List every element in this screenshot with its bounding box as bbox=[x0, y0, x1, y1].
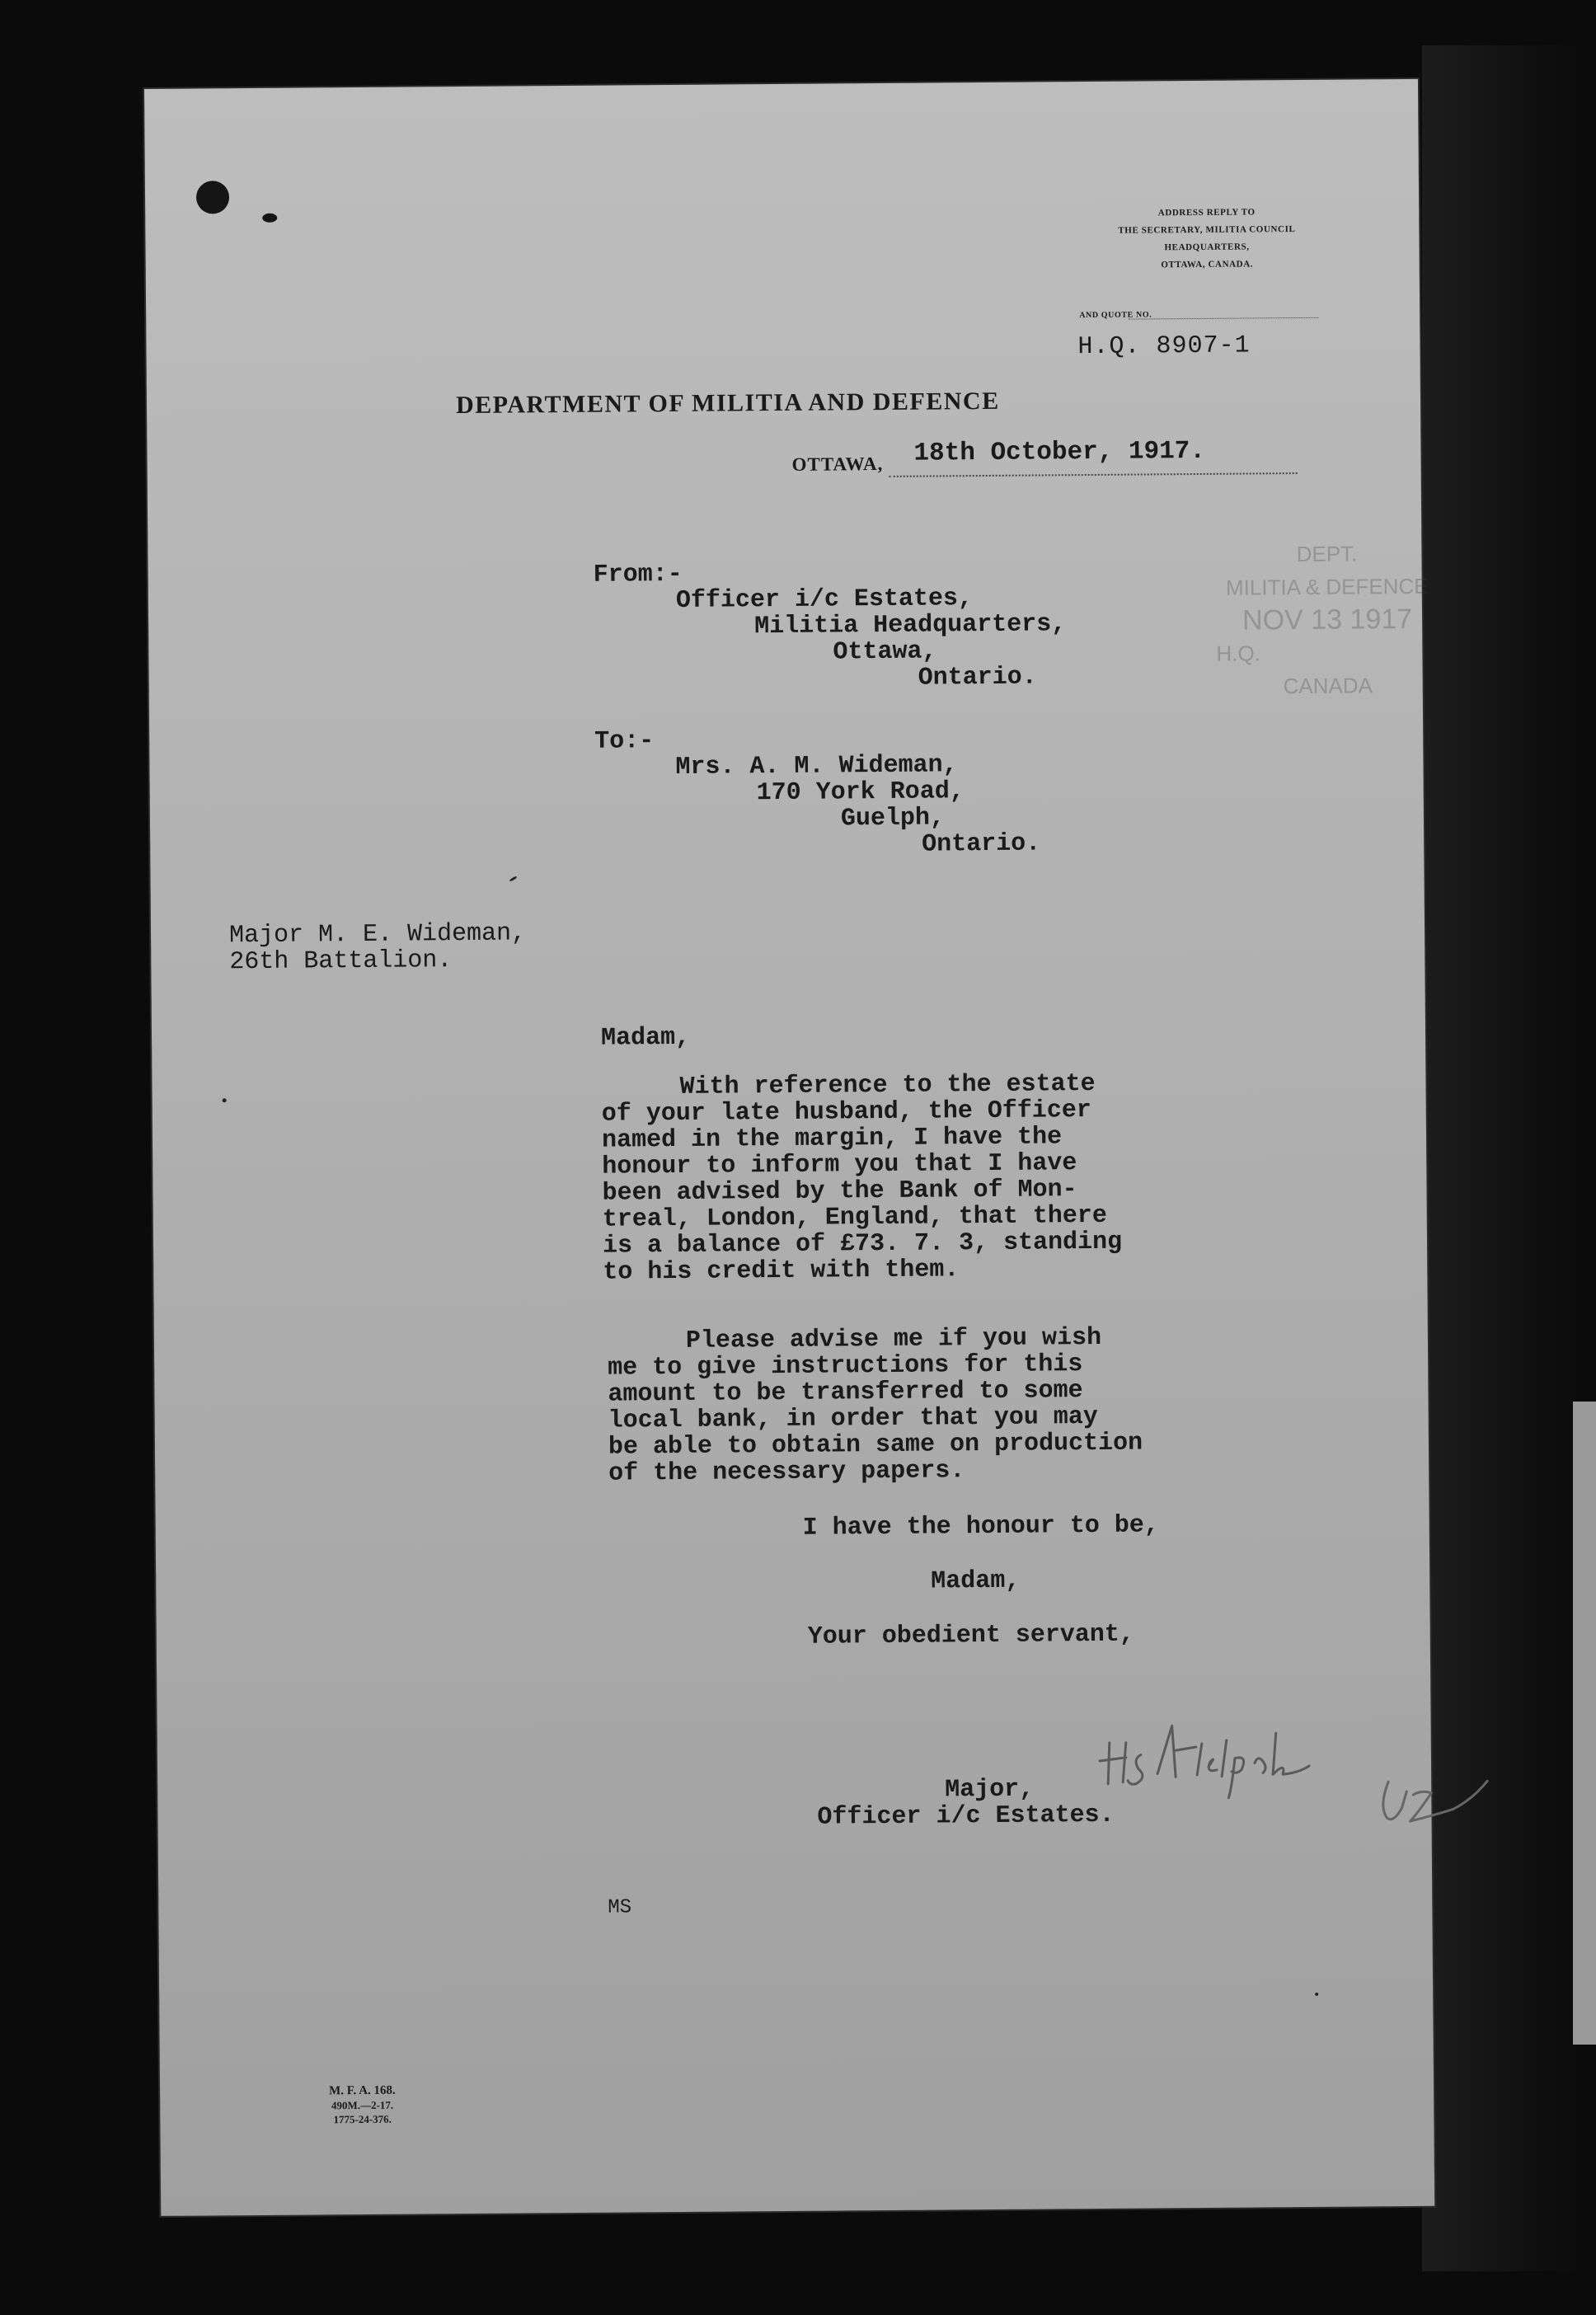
body-line: honour to inform you that I have bbox=[602, 1149, 1077, 1181]
form-number-line: 1775-24-376. bbox=[333, 2112, 392, 2126]
margin-note-line: 26th Battalion. bbox=[229, 946, 453, 977]
body-line: of your late husband, the Officer bbox=[601, 1096, 1092, 1129]
form-number bbox=[329, 2084, 396, 2127]
signatory-title: Officer i/c Estates. bbox=[817, 1801, 1115, 1832]
from-label: From:- bbox=[593, 560, 683, 589]
date-line bbox=[890, 472, 1298, 477]
body-line: to his credit with them. bbox=[603, 1256, 960, 1287]
body-line: me to give instructions for this bbox=[608, 1350, 1083, 1383]
letter-place: OTTAWA, bbox=[791, 453, 884, 475]
body-line: amount to be transferred to some bbox=[608, 1377, 1083, 1409]
to-line: Mrs. A. M. Wideman, bbox=[675, 751, 958, 782]
closing-line: I have the honour to be, bbox=[802, 1511, 1159, 1543]
letter-date: 18th October, 1917. bbox=[913, 436, 1206, 468]
adjacent-page-edge bbox=[1573, 1402, 1596, 2045]
dust-speck bbox=[223, 1098, 227, 1102]
handwritten-initials bbox=[1373, 1756, 1498, 1831]
reply-address-line: THE SECRETARY, MILITIA COUNCIL bbox=[1118, 224, 1296, 236]
body-line: treal, London, England, that there bbox=[602, 1201, 1108, 1234]
from-line: Officer i/c Estates, bbox=[675, 585, 974, 615]
film-dark-border bbox=[1422, 45, 1583, 2271]
from-line: Militia Headquarters, bbox=[754, 610, 1067, 641]
body-line: named in the margin, I have the bbox=[601, 1123, 1063, 1155]
body-line: Please advise me if you wish bbox=[685, 1323, 1102, 1355]
closing-line: Your obedient servant, bbox=[807, 1620, 1134, 1651]
stamp-line: CANADA bbox=[1283, 673, 1373, 699]
received-stamp bbox=[1190, 536, 1464, 786]
from-line: Ontario. bbox=[918, 663, 1037, 693]
body-line: of the necessary papers. bbox=[608, 1457, 965, 1488]
dust-speck bbox=[1315, 1993, 1318, 1996]
reference-number: H.Q. 8907-1 bbox=[1077, 331, 1251, 362]
to-label: To:- bbox=[594, 727, 655, 756]
handwritten-signature bbox=[1092, 1708, 1340, 1809]
body-line: be able to obtain same on production bbox=[608, 1429, 1143, 1462]
pen-mark bbox=[509, 876, 517, 882]
body-line: been advised by the Bank of Mon- bbox=[602, 1176, 1077, 1208]
ink-blot bbox=[262, 214, 277, 223]
quote-number-label: AND QUOTE NO. bbox=[1079, 310, 1152, 321]
body-line: local bank, in order that you may bbox=[608, 1402, 1098, 1435]
body-line: is a balance of £73. 7. 3, standing bbox=[602, 1228, 1123, 1261]
stamp-line: DEPT. bbox=[1296, 541, 1358, 567]
reply-address bbox=[1118, 204, 1296, 275]
form-number-line: M. F. A. 168. bbox=[329, 2083, 396, 2098]
to-line: Guelph, bbox=[840, 804, 946, 833]
signatory-rank: Major, bbox=[945, 1775, 1035, 1805]
typist-initials: MS bbox=[608, 1896, 632, 1919]
closing-line: Madam, bbox=[931, 1566, 1021, 1596]
quote-number-line bbox=[1129, 317, 1318, 320]
margin-note-line: Major M. E. Wideman, bbox=[228, 919, 527, 951]
from-line: Ottawa, bbox=[833, 637, 937, 667]
reply-address-line: ADDRESS REPLY TO bbox=[1157, 207, 1256, 218]
reply-address-line: OTTAWA, CANADA. bbox=[1161, 259, 1254, 270]
body-line: With reference to the estate bbox=[679, 1069, 1096, 1101]
stamp-line: H.Q. bbox=[1216, 641, 1260, 666]
to-line: 170 York Road, bbox=[756, 777, 965, 808]
salutation: Madam, bbox=[600, 1023, 691, 1053]
form-number-line: 490M.—2-17. bbox=[331, 2098, 394, 2112]
to-line: Ontario. bbox=[922, 829, 1041, 859]
punch-hole-mark bbox=[196, 181, 229, 214]
letter-page bbox=[144, 79, 1434, 2216]
reply-address-line: HEADQUARTERS, bbox=[1164, 242, 1250, 253]
department-heading: DEPARTMENT OF MILITIA AND DEFENCE bbox=[455, 387, 1000, 420]
stamp-line: MILITIA & DEFENCE bbox=[1225, 573, 1429, 600]
stamp-line: NOV 13 1917 bbox=[1242, 603, 1413, 636]
